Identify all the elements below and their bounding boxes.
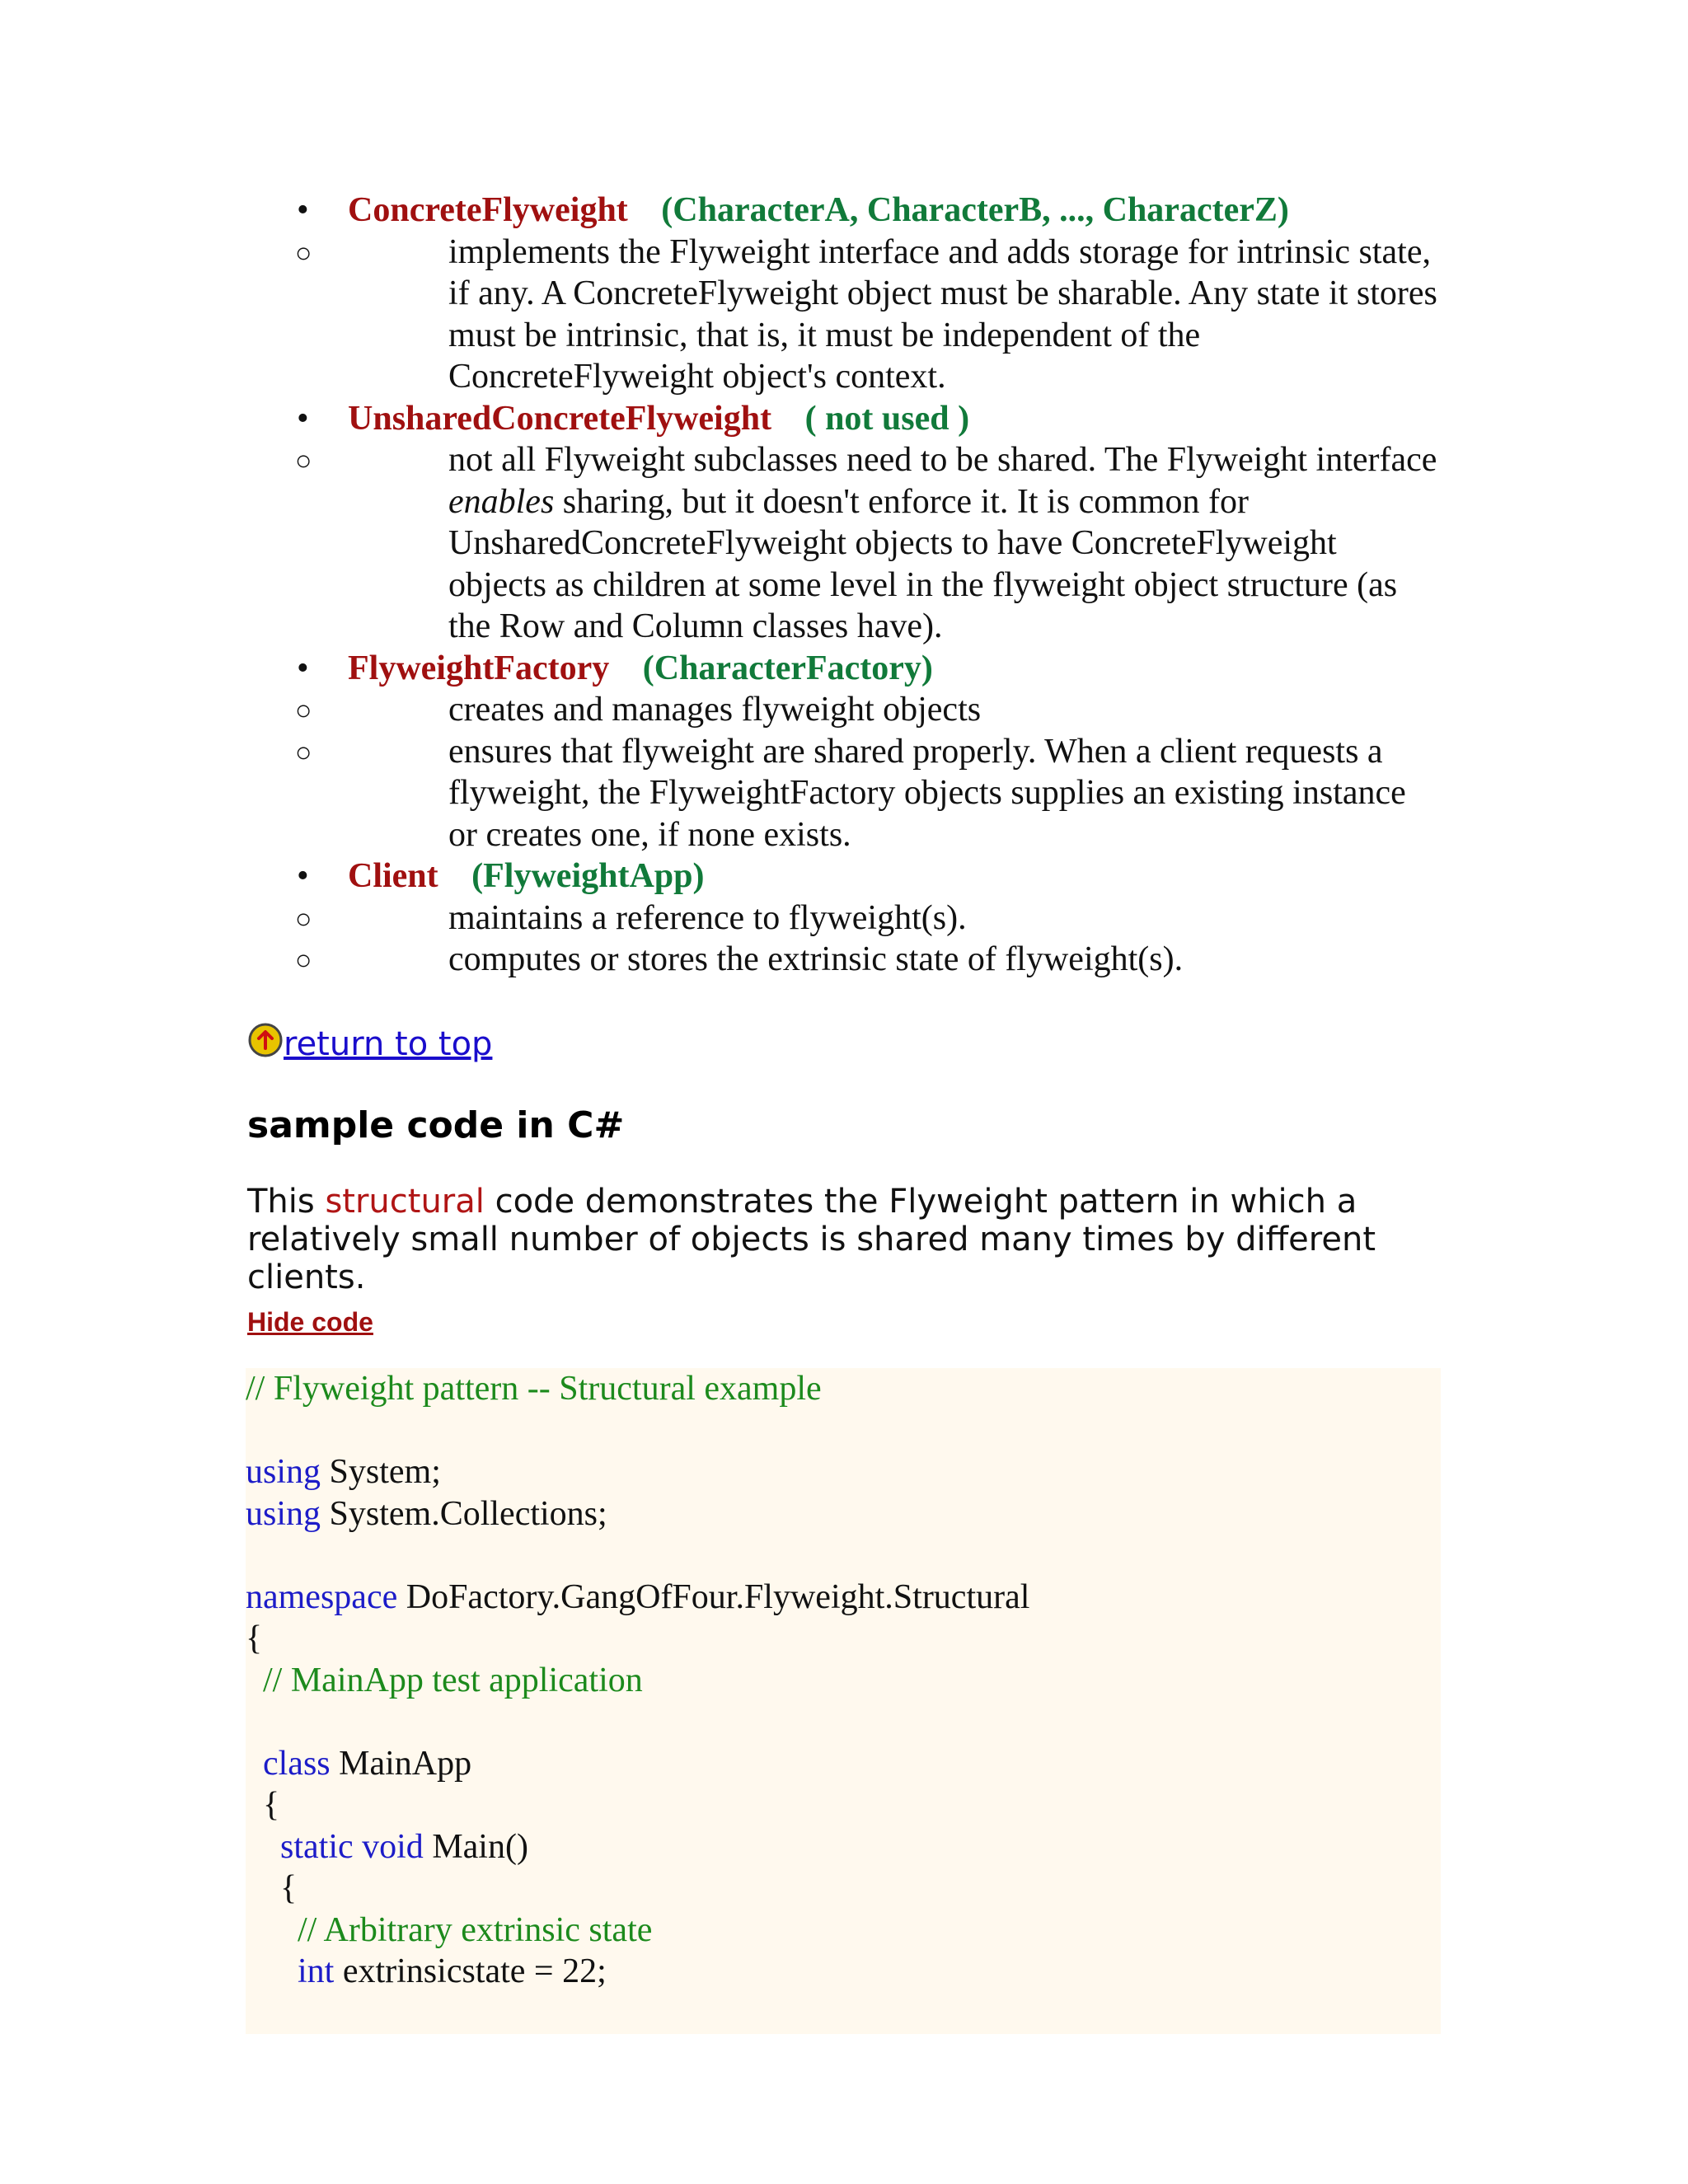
code-line: {	[246, 1869, 298, 1907]
code-keyword: using	[246, 1453, 321, 1491]
participant-impl: (CharacterA, CharacterB, ..., CharacterZ)	[661, 191, 1289, 229]
code-block	[246, 1368, 1441, 2034]
code-keyword: namespace	[246, 1577, 398, 1616]
list-item	[295, 439, 1442, 648]
code-keyword: class	[246, 1744, 331, 1783]
code-text: System.Collections;	[321, 1494, 607, 1533]
code-text: System;	[321, 1453, 441, 1491]
point-text: creates and manages flyweight objects	[448, 691, 982, 729]
circle-bullet-icon: ○	[295, 696, 312, 726]
code-text: DoFactory.GangOfFour.Flyweight.Structural	[397, 1577, 1030, 1616]
intro-before: This	[247, 1183, 326, 1221]
participant-points	[295, 439, 1442, 648]
code-line	[246, 1951, 1441, 1993]
circle-bullet-icon: ○	[295, 446, 312, 476]
point-text: ensures that flyweight are shared properly. When a client requests a flyweight, the FlyweightFactory objects supplies an existing instance or creates one, if none exists.	[448, 732, 1406, 854]
participants-list	[247, 190, 1442, 981]
bullet-icon: •	[297, 649, 309, 687]
section-title: sample code in C#	[247, 1104, 625, 1146]
code-line-blank	[246, 1410, 1441, 1452]
return-to-top-link[interactable]: return to top	[284, 1025, 493, 1063]
bullet-icon: •	[297, 191, 309, 229]
code-line	[246, 1451, 1441, 1493]
bullet-icon: •	[297, 857, 309, 895]
point-text-after: sharing, but it doesn't enforce it. It is common for UnsharedConcreteFlyweight objects to have ConcreteFlyweight objects as children at some level in the flyweight object structure (as the Row and Column classes have).	[448, 482, 1398, 645]
list-item	[295, 939, 1442, 981]
list-item	[295, 731, 1442, 856]
point-text	[448, 441, 1437, 645]
code-line-blank	[246, 1535, 1441, 1577]
circle-bullet-icon: ○	[295, 237, 312, 269]
code-line: // Flyweight pattern -- Structural example	[246, 1370, 822, 1408]
participant-impl: ( not used )	[804, 399, 970, 438]
point-text: maintains a reference to flyweight(s).	[448, 898, 967, 937]
list-item	[295, 232, 1442, 398]
page-content	[246, 190, 1442, 1990]
code-line	[246, 1493, 1441, 1535]
bullet-icon: •	[297, 399, 309, 438]
participant-points	[295, 689, 1442, 855]
participant-points	[295, 898, 1442, 981]
participant-impl: (FlyweightApp)	[471, 857, 705, 895]
list-item	[247, 648, 1442, 856]
participant-name: FlyweightFactory	[348, 649, 610, 687]
point-text: computes or stores the extrinsic state of flyweight(s).	[448, 940, 1184, 978]
point-emphasis: enables	[448, 482, 555, 521]
participant-name: UnsharedConcreteFlyweight	[348, 399, 772, 438]
code-line: // Arbitrary extrinsic state	[246, 1910, 653, 1949]
code-line	[246, 1577, 1441, 1619]
list-item	[247, 398, 1442, 648]
list-item	[247, 190, 1442, 398]
circle-bullet-icon: ○	[295, 903, 312, 935]
list-item	[295, 898, 1442, 940]
code-keyword: static void	[246, 1827, 424, 1866]
circle-bullet-icon: ○	[295, 945, 312, 976]
code-text: Main()	[423, 1827, 528, 1866]
participant-points	[295, 232, 1442, 398]
list-item	[295, 689, 1442, 731]
hide-code-link[interactable]: Hide code	[247, 1307, 373, 1337]
list-item	[247, 855, 1442, 981]
intro-highlight: structural	[325, 1183, 485, 1221]
intro-after: code demonstrates the Flyweight pattern in which a relatively small number of objects is shared many times by different clients.	[247, 1183, 1376, 1296]
participant-name: Client	[348, 857, 438, 895]
code-keyword: using	[246, 1494, 321, 1533]
point-text: implements the Flyweight interface and adds storage for intrinsic state, if any. A ConcreteFlyweight object must be sharable. Any state it stores must be intrinsic, that is, it must be independent of the ConcreteFlyweight object's context.	[448, 232, 1437, 396]
arrow-up-icon[interactable]	[247, 1022, 284, 1066]
code-line	[246, 1826, 1441, 1868]
point-text-before: not all Flyweight subclasses need to be shared. The Flyweight interface	[448, 441, 1437, 479]
code-text: MainApp	[330, 1744, 472, 1783]
intro-paragraph	[247, 1183, 1442, 1296]
circle-bullet-icon: ○	[295, 737, 312, 768]
participant-name: ConcreteFlyweight	[348, 191, 628, 229]
code-text: extrinsicstate = 22;	[334, 1952, 607, 1990]
code-line: {	[246, 1786, 280, 1824]
code-line: {	[246, 1619, 263, 1657]
code-line	[246, 1743, 1441, 1785]
code-keyword: int	[246, 1952, 335, 1990]
return-to-top	[247, 1022, 492, 1066]
code-line-blank	[246, 1701, 1441, 1743]
code-line: // MainApp test application	[246, 1661, 643, 1699]
participant-impl: (CharacterFactory)	[642, 649, 933, 687]
